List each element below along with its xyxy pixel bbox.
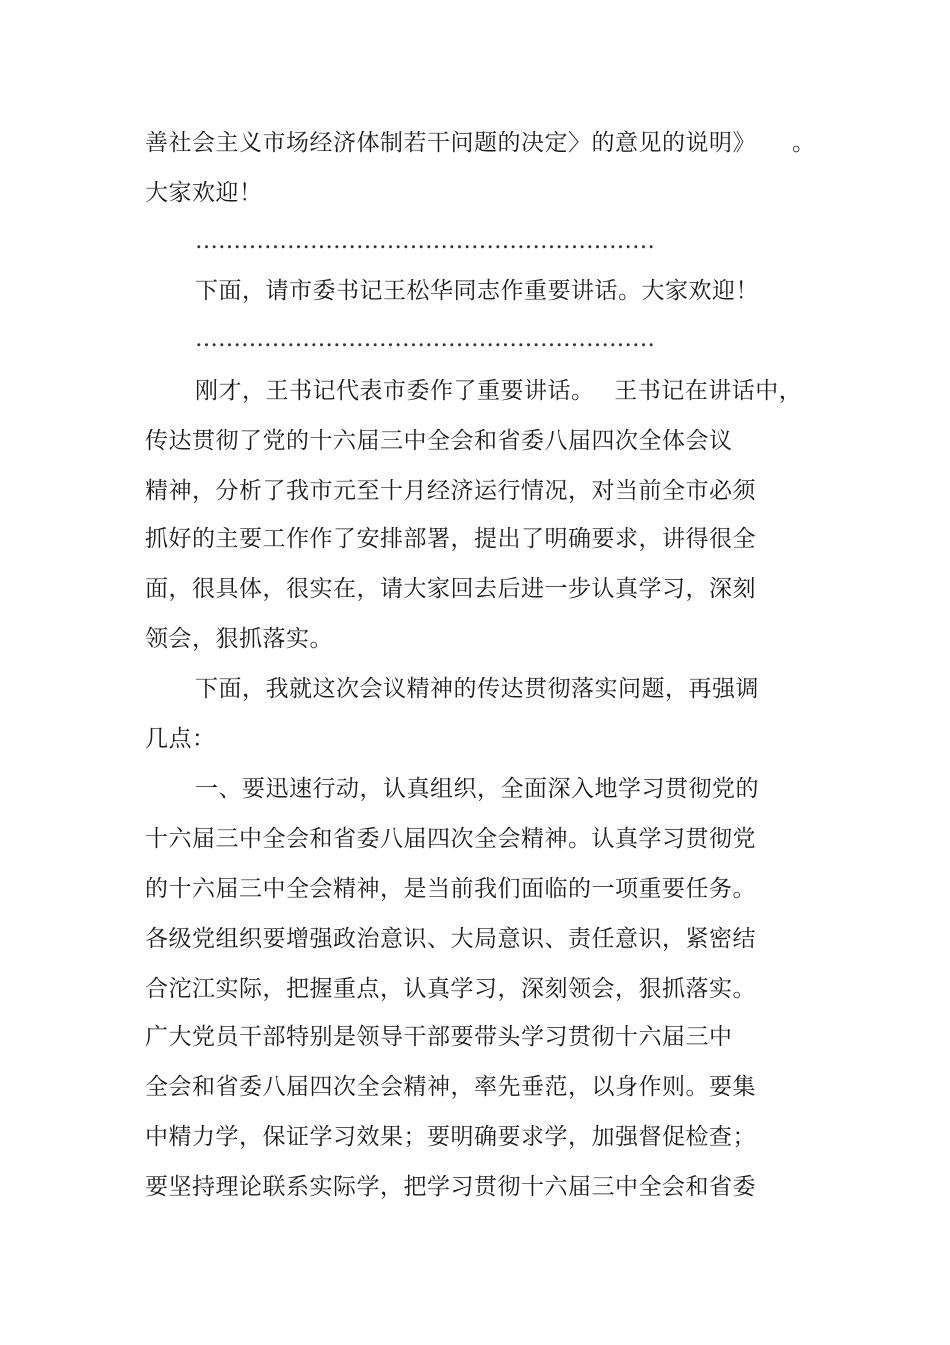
trailing-period: 。 <box>792 130 815 156</box>
paragraph-start: 一、要迅速行动，认真组织，全面深入地学习贯彻党的 <box>195 776 759 802</box>
text-line: 善社会主义市场经济体制若干问题的决定〉的意见的说明》 <box>145 130 756 156</box>
text-line: 大家欢迎！ <box>145 180 263 206</box>
text-line: 广大党员干部特别是领导干部要带头学习贯彻十六届三中 <box>145 1024 733 1050</box>
text-line: 领会，狠抓落实。 <box>145 626 333 652</box>
text-line: 面，很具体，很实在，请大家回去后进一步认真学习，深刻 <box>145 576 756 602</box>
text-line: 抓好的主要工作作了安排部署，提出了明确要求，讲得很全 <box>145 526 756 552</box>
dotted-separator: …………………………………………………… <box>195 228 655 254</box>
text-line: 要坚持理论联系实际学，把学习贯彻十六届三中全会和省委 <box>145 1174 756 1200</box>
text-line: 各级党组织要增强政治意识、大局意识、责任意识，紧密结 <box>145 926 756 952</box>
text-line: 中精力学，保证学习效果；要明确要求学，加强督促检查； <box>145 1124 756 1150</box>
text-line: 合沱江实际，把握重点，认真学习，深刻领会，狠抓落实。 <box>145 976 756 1002</box>
text-line: 下面，请市委书记王松华同志作重要讲话。大家欢迎！ <box>195 278 759 304</box>
text-line: 传达贯彻了党的十六届三中全会和省委八届四次全体会议 <box>145 428 733 454</box>
text-line: 十六届三中全会和省委八届四次全会精神。认真学习贯彻党 <box>145 826 756 852</box>
dotted-separator: …………………………………………………… <box>195 326 655 352</box>
text-line: 精神，分析了我市元至十月经济运行情况，对当前全市必须 <box>145 478 756 504</box>
text-line: 全会和省委八届四次全会精神，率先垂范，以身作则。要集 <box>145 1074 756 1100</box>
text-line: 几点： <box>145 726 216 752</box>
paragraph-start: 刚才，王书记代表市委作了重要讲话。 王书记在讲话中， <box>195 378 803 404</box>
paragraph-start: 下面，我就这次会议精神的传达贯彻落实问题，再强调 <box>195 676 759 702</box>
text-line: 的十六届三中全会精神，是当前我们面临的一项重要任务。 <box>145 876 756 902</box>
